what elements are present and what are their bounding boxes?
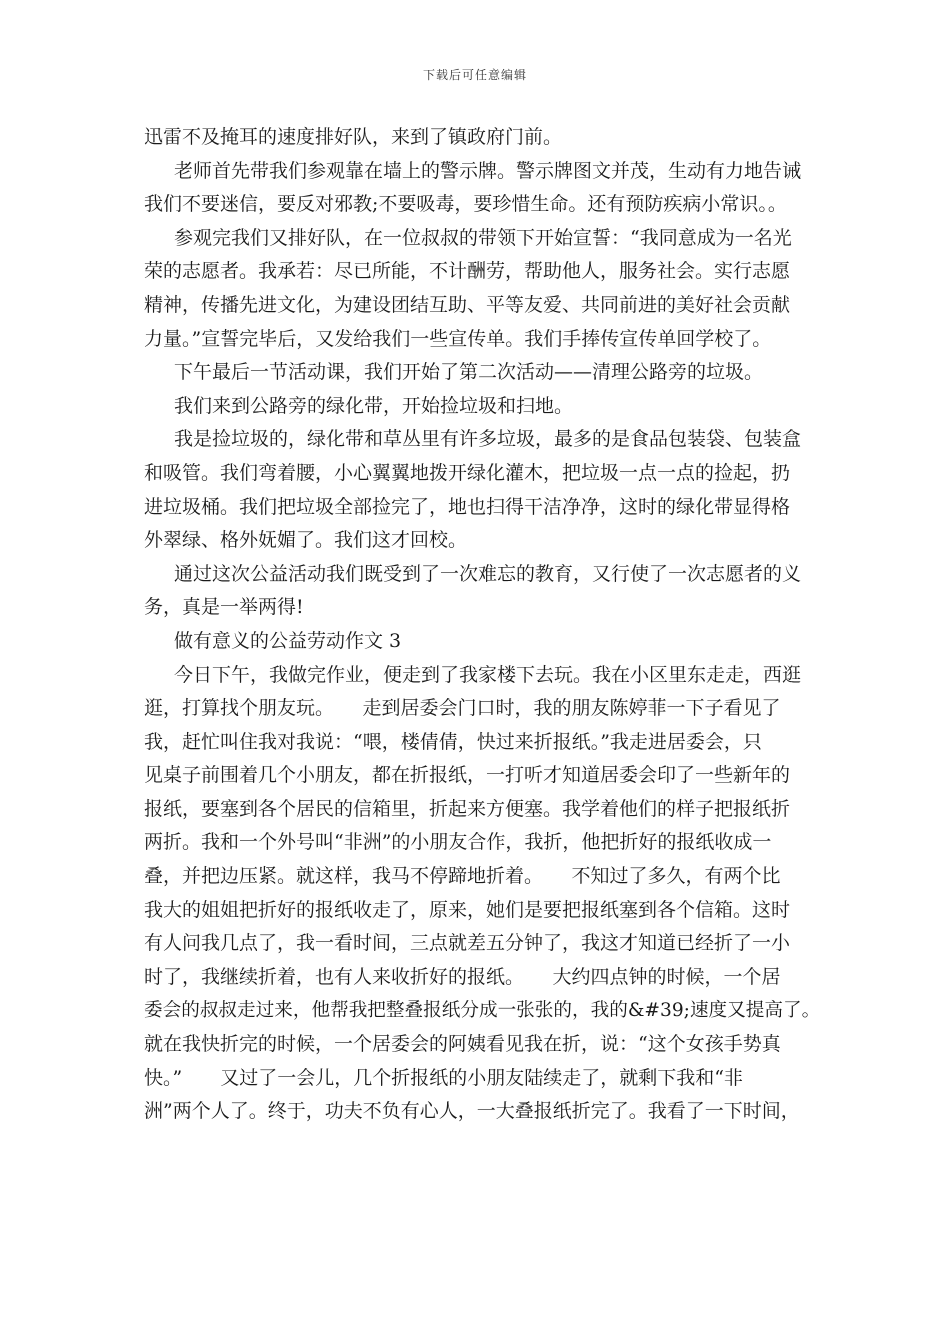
text-line: 下午最后一节活动课，我们开始了第二次活动——清理公路旁的垃圾。 xyxy=(174,361,764,384)
text-line: 荣的志愿者。我承若：尽已所能，不计酬劳，帮助他人，服务社会。实行志愿 xyxy=(144,260,791,283)
text-line: 和吸管。我们弯着腰，小心翼翼地拨开绿化灌木，把垃圾一点一点的捡起，扔 xyxy=(144,461,791,484)
text-line: 迅雷不及掩耳的速度排好队，来到了镇政府门前。 xyxy=(144,126,563,148)
text-line: 精神，传播先进文化，为建设团结互助、平等友爱、共同前进的美好社会贡献 xyxy=(144,293,791,316)
text-line: 我们不要迷信，要反对邪教;不要吸毒，要珍惜生命。还有预防疾病小常识。。 xyxy=(144,193,787,216)
text-line: 力量。”宣誓完毕后，又发给我们一些宣传单。我们手捧传宣传单回学校了。 xyxy=(144,327,772,350)
text-line: 见桌子前围着几个小朋友，都在折报纸，一打听才知道居委会印了一些新年的 xyxy=(144,764,791,787)
text-line: 今日下午，我做完作业，便走到了我家楼下去玩。我在小区里东走走，西逛 xyxy=(174,663,802,686)
text-line: 就在我快折完的时候，一个居委会的阿姨看见我在折，说：“这个女孩手势真 xyxy=(144,1033,781,1056)
text-line: 逛，打算找个朋友玩。 走到居委会门口时，我的朋友陈婷菲一下子看见了 xyxy=(144,697,781,720)
text-line: 快。” 又过了一会儿，几个折报纸的小朋友陆续走了，就剩下我和“非 xyxy=(144,1066,743,1089)
text-line: 参观完我们又排好队，在一位叔叔的带领下开始宣誓：“我同意成为一名光 xyxy=(174,226,792,249)
text-line: 我，赶忙叫住我对我说：“喂，楼倩倩，快过来折报纸。”我走进居委会，只 xyxy=(144,730,762,753)
page-header: 下载后可任意编辑 xyxy=(422,68,527,82)
text-line: 通过这次公益活动我们既受到了一次难忘的教育，又行使了一次志愿者的义 xyxy=(174,562,802,585)
text-line: 外翠绿、格外妩媚了。我们这才回校。 xyxy=(144,529,468,552)
text-line: 做有意义的公益劳动作文 3 xyxy=(174,629,402,652)
text-line: 进垃圾桶。我们把垃圾全部捡完了，地也扫得干洁净净，这时的绿化带显得格 xyxy=(144,495,791,518)
text-line: 两折。我和一个外号叫“非洲”的小朋友合作，我折，他把折好的报纸收成一 xyxy=(144,831,772,854)
text-line: 报纸，要塞到各个居民的信箱里，折起来方便塞。我学着他们的样子把报纸折 xyxy=(144,797,791,820)
text-line: 老师首先带我们参观靠在墙上的警示牌。警示牌图文并茂，生动有力地告诫 xyxy=(174,159,802,182)
text-line: 委会的叔叔走过来，他帮我把整叠报纸分成一张张的，我的&#39;速度又提高了。 xyxy=(144,1000,821,1022)
text-line: 我是捡垃圾的，绿化带和草丛里有许多垃圾，最多的是食品包装袋、包装盒 xyxy=(174,428,802,451)
text-line: 叠，并把边压紧。就这样，我马不停蹄地折着。 不知过了多久，有两个比 xyxy=(144,865,781,888)
text-line: 我们来到公路旁的绿化带，开始捡垃圾和扫地。 xyxy=(174,394,574,417)
text-line: 务，真是一举两得! xyxy=(144,596,304,619)
document-body xyxy=(144,121,820,1129)
text-line: 洲”两个人了。终于，功夫不负有心人，一大叠报纸折完了。我看了一下时间， xyxy=(144,1100,800,1123)
text-line: 有人问我几点了，我一看时间，三点就差五分钟了，我这才知道已经折了一小 xyxy=(144,932,791,955)
text-line: 我大的姐姐把折好的报纸收走了，原来，她们是要把报纸塞到各个信箱。这时 xyxy=(144,898,791,921)
text-line: 时了，我继续折着，也有人来收折好的报纸。 大约四点钟的时候，一个居 xyxy=(144,965,781,988)
